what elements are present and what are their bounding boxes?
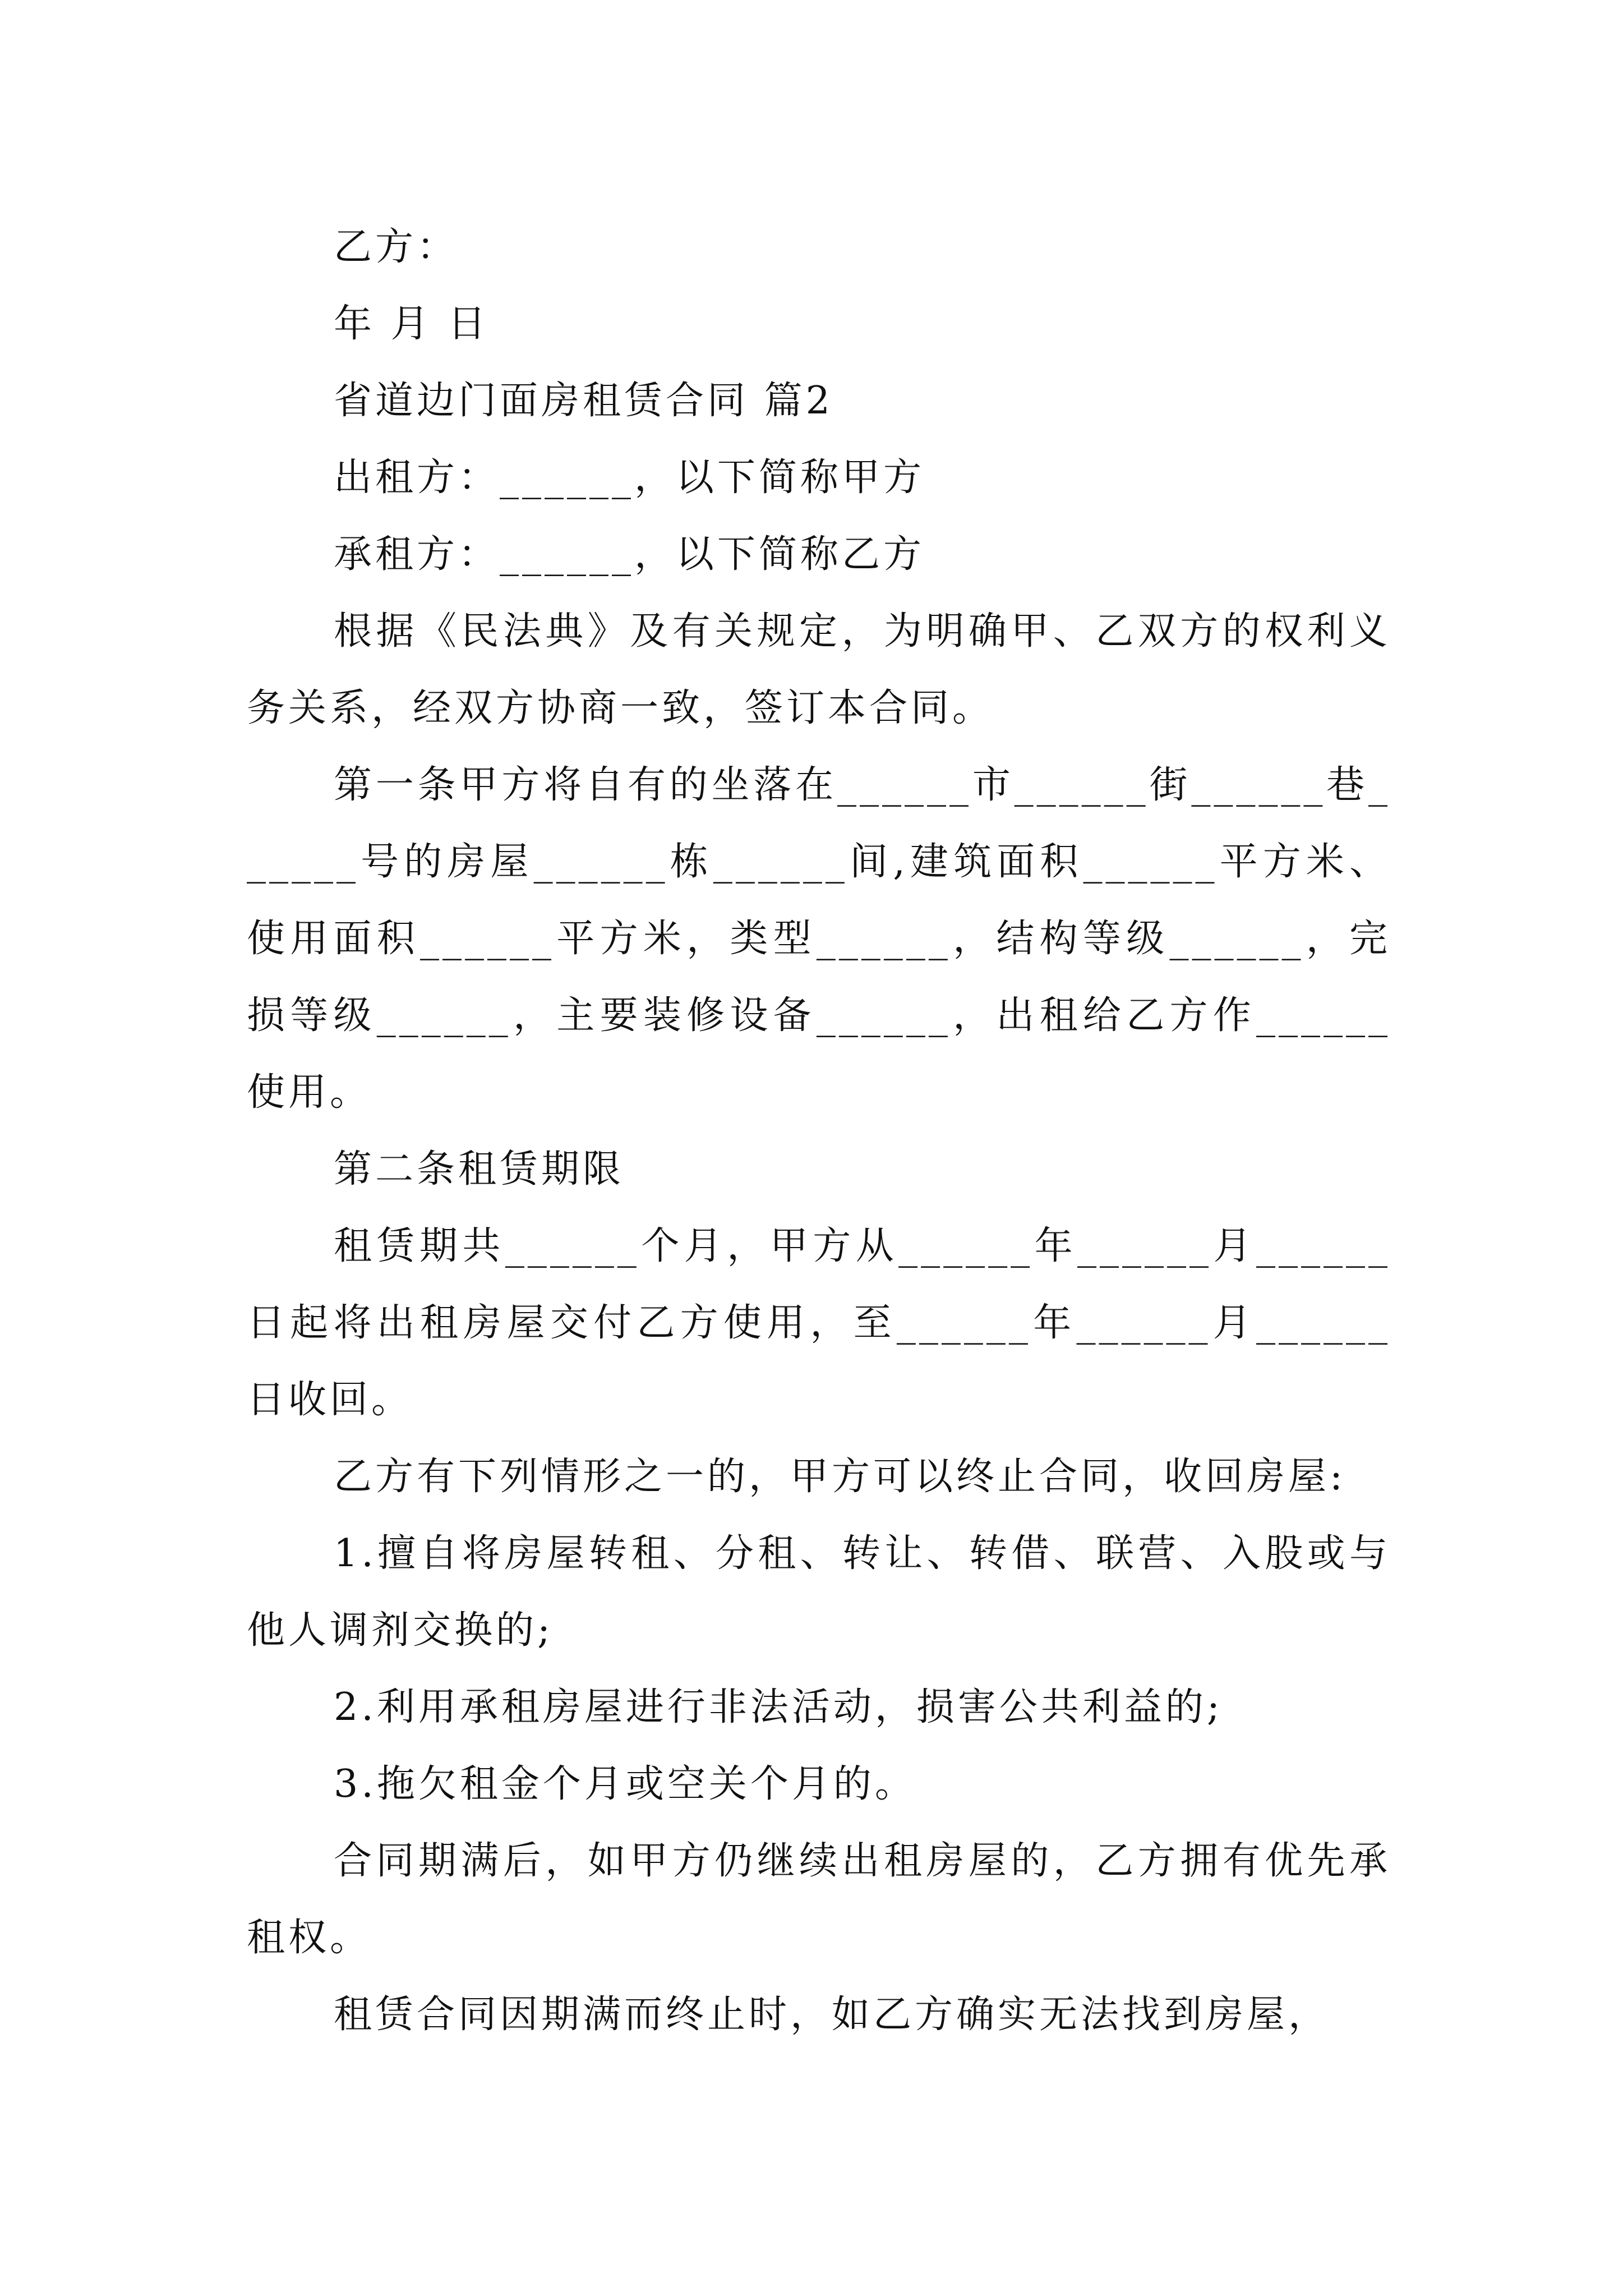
renewal-priority-paragraph: 合同期满后，如甲方仍继续出租房屋的，乙方拥有优先承租权。 <box>247 1839 1391 1960</box>
termination-conditions-intro: 乙方有下列情形之一的，甲方可以终止合同，收回房屋: <box>334 1455 1346 1499</box>
expiry-paragraph: 租赁合同因期满而终止时，如乙方确实无法找到房屋， <box>334 1993 1330 2037</box>
article-two-heading: 第二条租赁期限 <box>334 1147 625 1191</box>
lease-term-paragraph: 租赁期共______个月，甲方从______年______月______日起将出租房屋交付乙方使用，至______年______月______日收回。 <box>247 1224 1391 1422</box>
document-body <box>247 209 1391 2053</box>
contract-title: 省道边门面房租赁合同 篇2 <box>334 379 833 423</box>
termination-item-2: 2.利用承租房屋进行非法活动，损害公共利益的; <box>334 1685 1223 1729</box>
termination-item-3: 3.拖欠租金个月或空关个月的。 <box>334 1762 916 1806</box>
lessor-line: 出租方：______，以下简称甲方 <box>334 455 925 500</box>
article-one-paragraph: 第一条甲方将自有的坐落在______市______街______巷______号的房屋______栋______间,建筑面积______平方米、使用面积______平方米，类型______，结构等级______，完损等级______，主要装修设备______，出租给乙方作______使用。 <box>247 763 1391 1115</box>
lessee-line: 承租方：______，以下简称乙方 <box>334 532 925 577</box>
preamble-paragraph: 根据《民法典》及有关规定，为明确甲、乙双方的权利义务关系，经双方协商一致，签订本合同。 <box>247 609 1391 730</box>
signature-date: 年 月 日 <box>334 302 490 346</box>
signature-party-b: 乙方： <box>334 225 459 269</box>
termination-item-1: 1.擅自将房屋转租、分租、转让、转借、联营、入股或与他人调剂交换的; <box>247 1531 1391 1653</box>
